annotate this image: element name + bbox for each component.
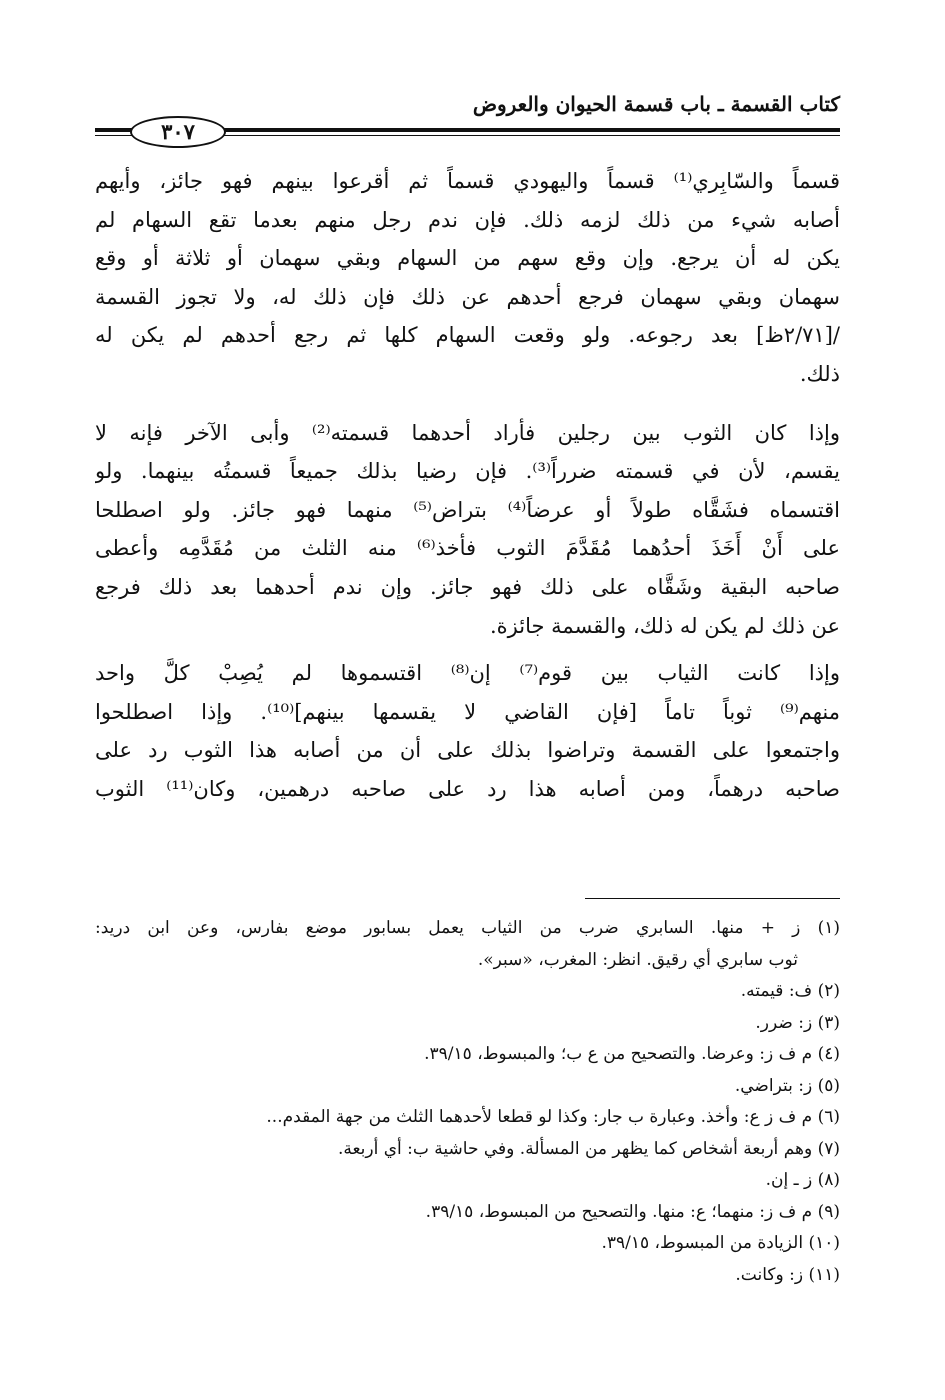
text-line: واجتمعوا على القسمة وتراضوا بذلك على أن من أصابه هذا الثوب رد على (95, 738, 840, 763)
footnote: (١٠) الزيادة من المبسوط، ٣٩/١٥. (601, 1233, 840, 1253)
footnote: (٤) م ف ز: وعرضا. والتصحيح من ع ب؛ والمبسوط، ٣٩/١٥. (424, 1044, 840, 1064)
footnote: (١) ز + منها. السابري ضرب من الثياب يعمل بسابور موضع بفارس، وعن ابن دريد: (95, 918, 840, 938)
footnote: (٢) ف: قيمته. (740, 981, 840, 1001)
text-line: صاحبه درهماً، ومن أصابه هذا رد على صاحبه درهمين، وكان⁽¹¹⁾ الثوب (95, 776, 840, 801)
page-header (95, 88, 840, 148)
footnote: (٣) ز: ضرر. (755, 1012, 840, 1033)
text-line: على أَنْ أَخَذَ أحدُهما مُقَدَّمَ الثوب فأخذ⁽⁶⁾ منه الثلث من مُقَدَّمِه وأعطى (95, 536, 840, 561)
footnote-continuation: ثوب سابري أي رقيق. انظر: المغرب، «سبر». (477, 949, 798, 970)
footnote: (٩) م ف ز: منهما؛ ع: منها. والتصحيح من المبسوط، ٣٩/١٥. (425, 1201, 840, 1222)
footnote: (١١) ز: وكانت. (735, 1264, 840, 1285)
text-line: منهم⁽⁹⁾ ثوباً تاماً [فإن القاضي لا يقسمها بينهم]⁽¹⁰⁾. وإذا اصطلحوا (95, 699, 840, 724)
text-line: يكن له أن يرجع. وإن وقع سهم من السهام وبقي سهمان أو ثلاثة أو وقع (95, 246, 840, 271)
main-text (95, 162, 840, 809)
footnote: (٨) ز ـ إن. (765, 1170, 840, 1190)
footnote: (٥) ز: بتراضي. (734, 1075, 840, 1096)
footnote: (٧) وهم أربعة أشخاص كما يظهر من المسألة. وفي حاشية ب: أي أربعة. (337, 1138, 840, 1159)
footnote: (٦) م ف ز ع: وأخذ. وعبارة ب جار: وكذا لو قطعا لأحدهما الثلث من جهة المقدم... (266, 1107, 840, 1127)
page-number: ٣٠٧ (130, 116, 226, 148)
text-line: قسماً والسّابِري⁽¹⁾ قسماً واليهودي قسماً ثم أقرعوا بينهم فهو جائز، وأيهم (95, 169, 840, 193)
footnote-separator (585, 898, 840, 899)
text-line: سهمان وبقي سهمان فرجع أحدهم عن ذلك فإن ذلك له، ولا تجوز القسمة (95, 284, 840, 309)
footnotes (95, 913, 840, 1291)
running-title: كتاب القسمة ـ باب قسمة الحيوان والعروض (472, 92, 840, 116)
text-line: اقتسماه فشَقَّاه طولاً أو عرضاً⁽⁴⁾ بتراض⁽⁵⁾ منهما فهو جائز. ولو اصطلحا (95, 497, 840, 522)
text-line: صاحبه البقية وشَقَّاه على ذلك فهو جائز. وإن ندم أحدهما بعد ذلك فرجع (95, 574, 840, 599)
text-line: وإذا كان الثوب بين رجلين فأراد أحدهما قسمته⁽²⁾ وأبى الآخر فإنه لا (95, 420, 840, 445)
text-line: وإذا كانت الثياب بين قوم⁽⁷⁾ إن⁽⁸⁾ اقتسموها لم يُصِبْ كلَّ واحد (95, 661, 840, 686)
text-line: /[٢/٧١ظ] بعد رجوعه. ولو وقعت السهام كلها ثم رجع أحدهم لم يكن له (95, 323, 840, 348)
text-line: يقسم، لأن في قسمته ضرراً⁽³⁾. فإن رضيا بذلك جميعاً قسمتُه بينهما. ولو (95, 459, 840, 484)
text-line: عن ذلك لم يكن له ذلك، والقسمة جائزة. (490, 613, 840, 638)
text-line: ذلك. (799, 361, 840, 386)
text-line: أصابه شيء من ذلك لزمه ذلك. فإن ندم رجل منهم بعدما تقع السهام لم (95, 207, 840, 232)
